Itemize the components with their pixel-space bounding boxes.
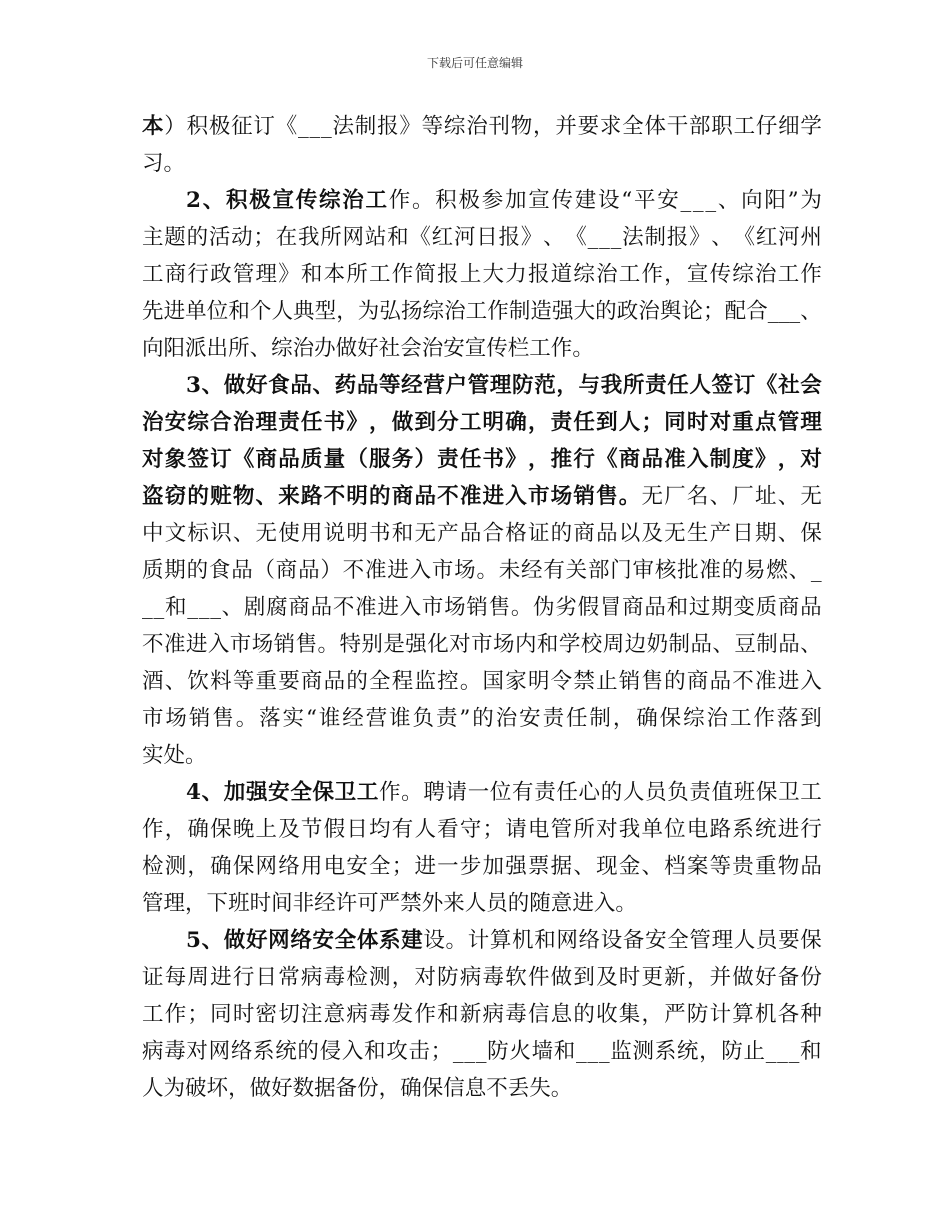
text-line: 检 测 ， 确 保 网 络 用 电 安 全 ； 进 一 步 加 强 票 据 、 现 金 、 档 案 等 贵 重 物 品 xyxy=(142,854,822,879)
text-line: 2 、 积 极 宣 传 综 治 工 作 。 积 极 参 加 宣 传 建 设 “ 平 安 _ _ _ 、 向 阳 ” 为 xyxy=(186,188,822,213)
text-line: 习 。 xyxy=(142,151,186,176)
text-line: 4 、 加 强 安 全 保 卫 工 作 。 聘 请 一 位 有 责 任 心 的 人 员 负 责 值 班 保 卫 工 xyxy=(186,780,822,805)
text-line: 工 商 行 政 管 理 》 和 本 所 工 作 简 报 上 大 力 报 道 综 治 工 作 ， 宣 传 综 治 工 作 xyxy=(142,262,822,287)
text-line: 作 ， 确 保 晚 上 及 节 假 日 均 有 人 看 守 ； 请 电 管 所 对 我 单 位 电 路 系 统 进 行 xyxy=(142,817,822,842)
text-line: 盗 窃 的 赃 物 、 来 路 不 明 的 商 品 不 准 进 入 市 场 销 售 。 无 厂 名 、 厂 址 、 无 xyxy=(142,484,822,509)
text-line: 治 安 综 合 治 理 责 任 书 》 ， 做 到 分 工 明 确 ， 责 任 到 人 ； 同 时 对 重 点 管 理 xyxy=(142,410,822,435)
text-line: 对 象 签 订 《 商 品 质 量 （ 服 务 ） 责 任 书 》 ， 推 行 《 商 品 准 入 制 度 》 ， 对 xyxy=(142,447,822,472)
text-line: 主 题 的 活 动 ； 在 我 所 网 站 和 《 红 河 日 报 》 、 《 _ _ _ 法 制 报 》 、 《 红 河 州 xyxy=(142,225,822,250)
text-line: 不 准 进 入 市 场 销 售 。 特 别 是 强 化 对 市 场 内 和 学 校 周 边 奶 制 品 、 豆 制 品 、 xyxy=(142,632,822,657)
text-line: 质 期 的 食 品 （ 商 品 ） 不 准 进 入 市 场 。 未 经 有 关 部 门 审 核 批 准 的 易 燃 、 _ xyxy=(142,558,822,583)
text-line: 3 、 做 好 食 品 、 药 品 等 经 营 户 管 理 防 范 ， 与 我 所 责 任 人 签 订 《 社 会 xyxy=(186,373,822,398)
page-header: 下载后可任意编辑 xyxy=(426,56,523,70)
text-line: 实 处 。 xyxy=(142,743,207,768)
text-line: 先 进 单 位 和 个 人 典 型 ， 为 弘 扬 综 治 工 作 制 造 强 大 的 政 治 舆 论 ； 配 合 _ _ _ 、 xyxy=(142,299,822,324)
text-line: 工 作 ； 同 时 密 切 注 意 病 毒 发 作 和 新 病 毒 信 息 的 收 集 ， 严 防 计 算 机 各 种 xyxy=(142,1002,822,1027)
text-line: 酒 、 饮 料 等 重 要 商 品 的 全 程 监 控 。 国 家 明 令 禁 止 销 售 的 商 品 不 准 进 入 xyxy=(142,669,822,694)
text-line: 中 文 标 识 、 无 使 用 说 明 书 和 无 产 品 合 格 证 的 商 品 以 及 无 生 产 日 期 、 保 xyxy=(142,521,822,546)
text-line: 人 为 破 坏 ， 做 好 数 据 备 份 ， 确 保 信 息 不 丢 失 。 xyxy=(142,1076,573,1101)
text-line: 证 每 周 进 行 日 常 病 毒 检 测 ， 对 防 病 毒 软 件 做 到 及 时 更 新 ， 并 做 好 备 份 xyxy=(142,965,822,990)
text-line: 5 、 做 好 网 络 安 全 体 系 建 设 。 计 算 机 和 网 络 设 备 安 全 管 理 人 员 要 保 xyxy=(186,928,822,953)
text-line: 市 场 销 售 。 落 实 “ 谁 经 营 谁 负 责 ” 的 治 安 责 任 制 ， 确 保 综 治 工 作 落 到 xyxy=(142,706,822,731)
text-line: 向 阳 派 出 所 、 综 治 办 做 好 社 会 治 安 宣 传 栏 工 作 。 xyxy=(142,336,594,361)
text-line: 管 理 ， 下 班 时 间 非 经 许 可 严 禁 外 来 人 员 的 随 意 进 入 。 xyxy=(142,891,637,916)
text-line: 病 毒 对 网 络 系 统 的 侵 入 和 攻 击 ； _ _ _ 防 火 墙 和 _ _ _ 监 测 系 统 ， 防 止 _ _ _ 和 xyxy=(142,1039,822,1064)
text-line: _ _ 和 _ _ _ 、 剧 腐 商 品 不 准 进 入 市 场 销 售 。 伪 劣 假 冒 商 品 和 过 期 变 质 商 品 xyxy=(142,595,822,620)
text-line: 本 ） 积 极 征 订 《 _ _ _ 法 制 报 》 等 综 治 刊 物 ， 并 要 求 全 体 干 部 职 工 仔 细 学 xyxy=(142,114,822,139)
document-body xyxy=(142,108,822,1107)
